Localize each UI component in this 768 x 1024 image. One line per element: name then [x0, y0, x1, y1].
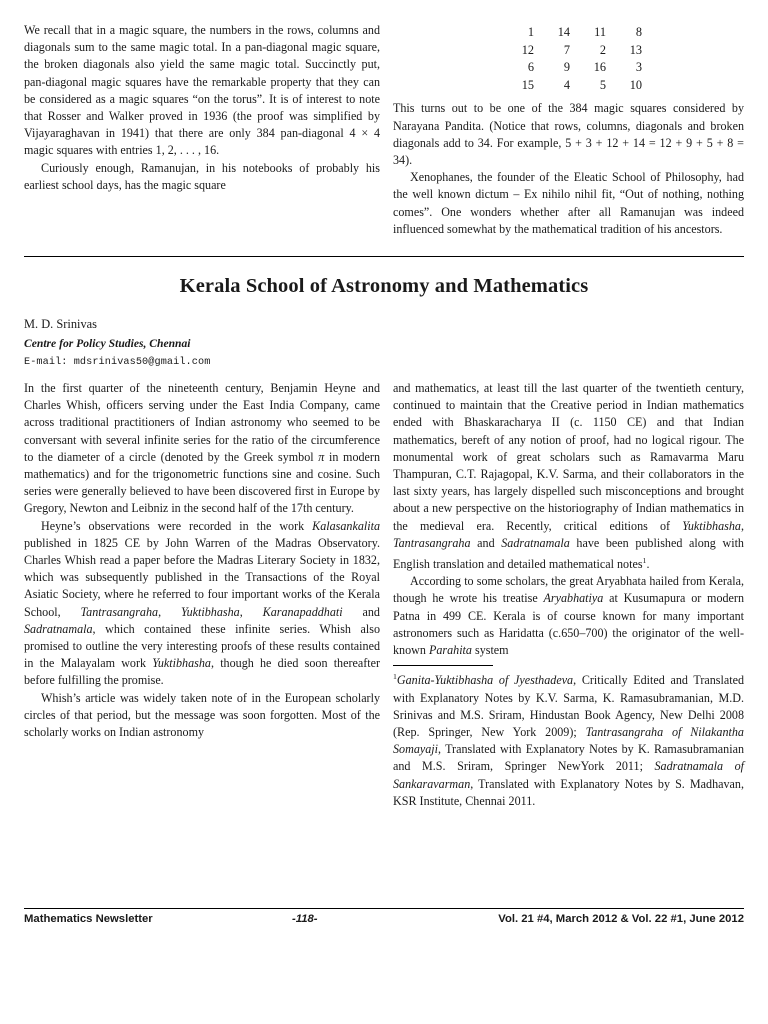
- footnote-number: 1: [393, 672, 397, 682]
- top-paragraph-xenophanes: Xenophanes, the founder of the Eleatic School of Philosophy, had the well known dictum – Ex nihilo nihil fit, “Out of nothing, nothing comes”. One wonders whether after all Ramanujan was indeed influenced somewhat by the mathematical tradition of his ancestors.: [393, 170, 744, 236]
- magic-cell: 7: [563, 42, 570, 57]
- page-footer: [24, 908, 744, 925]
- magic-cell: 14: [557, 25, 570, 39]
- top-section: [24, 22, 744, 238]
- magic-square-wrapper: [393, 22, 744, 94]
- text-run: ,: [740, 518, 744, 533]
- table-row: [504, 24, 648, 42]
- author-affiliation: Centre for Policy Studies, Chennai: [24, 337, 191, 350]
- work-title-karanapaddhati: Karanapaddhati: [262, 604, 343, 619]
- table-row: [504, 42, 648, 60]
- footnote-marker: 1: [642, 556, 647, 566]
- work-title-sadratnamala: Sadratnamala: [501, 535, 570, 550]
- text-run: ,: [239, 604, 263, 619]
- magic-cell: 11: [594, 25, 606, 39]
- text-run: In the first quarter of the nineteenth century, Benjamin Heyne and Charles Whish, officers serving under the East India Company, came across traditional practitioners of Indian astronomy who seemed to be conversant with several infinite series for the ratio of the circumference to the diameter of a circle (denoted by the Greek symbol: [24, 381, 380, 464]
- magic-cell: 12: [521, 42, 534, 57]
- text-run: and mathematics, at least till the last quarter of the twentieth century, continued to maintain that the Creative period in Indian mathematics ended with Bhaskaracharya II (c. 1150 CE) and that Indian mathematics, bereft of any notion of proof, had no logical rigour. The monumental work of great scholars such as Ramavarma Maru Thampuran, C.T. Rajagopal, K.V. Sarma, and their collaborators in the last sixty years, has largely dispelled such misconceptions and brought about a new perspective on the historiography of Indian mathematics in the medieval era. Recently, critical editions of: [393, 381, 744, 533]
- text-run: system: [471, 643, 509, 658]
- work-title-yuktibhasha-2: Yuktibhasha: [152, 656, 211, 671]
- magic-cell: 10: [629, 77, 642, 92]
- article-body: [24, 370, 744, 810]
- table-row: [504, 59, 648, 77]
- magic-cell: 16: [593, 60, 606, 75]
- work-title-tantrasangraha: Tantrasangraha: [393, 535, 471, 550]
- work-title-parahita: Parahita: [428, 643, 472, 658]
- magic-cell: 15: [521, 77, 534, 92]
- magic-cell: 4: [563, 77, 570, 92]
- table-row: [504, 77, 648, 95]
- top-paragraph-ramanujan: Curiously enough, Ramanujan, in his notebooks of probably his earliest school days, has the magic square: [24, 160, 380, 192]
- text-run: and: [342, 604, 380, 619]
- text-run: ,: [158, 604, 181, 619]
- work-title-tantrasangraha: Tantrasangraha: [80, 604, 159, 619]
- pi-symbol: π: [318, 449, 325, 464]
- footnote-text: [393, 668, 744, 810]
- body-paragraph-historiography: [393, 380, 744, 573]
- magic-square-table: [504, 24, 648, 94]
- footer-row: [24, 913, 744, 925]
- magic-cell: 13: [629, 42, 642, 57]
- text-run: , Translated with Explanatory Notes by K. Ramasubramanian and M.S. Sriram, Springer NewYork 2011;: [393, 742, 744, 774]
- body-right-column: [393, 380, 744, 810]
- work-title-yuktibhasha: Yuktibhasha: [682, 518, 741, 533]
- top-right-column: [393, 22, 744, 238]
- footnote-work-tantrasangraha: Tantrasangraha of Nilakantha Somayaji: [393, 724, 744, 757]
- magic-cell: 1: [527, 25, 534, 39]
- magic-cell: 3: [635, 60, 642, 75]
- body-paragraph-heyne-whish: [24, 380, 380, 518]
- footer-volume-info: Vol. 21 #4, March 2012 & Vol. 22 #1, June 2012: [498, 913, 744, 925]
- work-title-aryabhatiya: Aryabhatiya: [543, 591, 604, 606]
- magic-cell: 8: [635, 25, 642, 39]
- text-run: in modern mathematics) and for the trigonometric functions sine and cosine. Such series were generally believed to have been discovered first in Europe by Gregory, Newton and Leibniz in the second half of the 17th century.: [24, 449, 380, 516]
- top-paragraph-narayana-pandita: This turns out to be one of the 384 magic squares considered by Narayana Pandita. (Notice that rows, columns, diagonals and broken diagonals add to 34. For example, 5 + 3 + 12 + 14 = 12 + 9 + 5 + 8 = 34).: [393, 101, 744, 167]
- magic-cell: 9: [563, 60, 570, 75]
- magic-cell: 2: [599, 42, 606, 57]
- text-run: have been published along with English translation and detailed mathematical notes: [393, 535, 744, 572]
- body-paragraph-kalasankalita: [24, 518, 380, 690]
- magic-cell: 5: [599, 77, 606, 92]
- body-paragraph-aryabhata: [393, 573, 744, 659]
- text-run: According to some scholars, the great Aryabhata hailed from Kerala, though he wrote his treatise: [393, 574, 744, 606]
- footnote-separator-rule: [393, 665, 493, 666]
- footnote-work-ganita-yuktibhasha: Ganita-Yuktibhasha of Jyesthadeva: [396, 673, 574, 688]
- author-email: E-mail: mdsrinivas50@gmail.com: [24, 357, 211, 368]
- footer-publication-name: Mathematics Newsletter: [24, 913, 153, 925]
- title-block: [24, 257, 744, 370]
- body-paragraph-whish-article: Whish’s article was widely taken note of in the European scholarly circles of that period, but the message was soon forgotten. Most of the scholarly works on Indian astronomy: [24, 690, 380, 740]
- text-run: , Translated with Explanatory Notes by S. Madhavan, KSR Institute, Chennai 2011.: [393, 776, 744, 808]
- footer-page-number: -118-: [292, 913, 318, 925]
- work-title-sadratnamala: Sadratnamala: [24, 621, 93, 636]
- text-run: , which contained these infinite series. Whish also promised to outline the very interesting proofs of these results contained in the Malayalam work: [24, 621, 380, 671]
- page-title: Kerala School of Astronomy and Mathematics: [179, 275, 589, 297]
- top-left-column: [24, 22, 380, 238]
- text-run: and: [470, 535, 502, 550]
- work-title-kalasankalita: Kalasankalita: [312, 518, 380, 533]
- footnote-work-sadratnamala: Sadratnamala of Sankaravarman: [393, 759, 744, 791]
- text-run: , Critically Edited and Translated with Explanatory Notes by K.V. Sarma, K. Ramasubramanian, M.D. Srinivas and M.S. Sriram, Hindustan Book Agency, New Delhi 2008 (Rep. Springer, New York 2009);: [393, 673, 745, 739]
- text-run: .: [646, 557, 650, 572]
- top-paragraph-magic-square-intro: We recall that in a magic square, the numbers in the rows, columns and diagonals sum to the same magic total. In a pan-diagonal magic square, the broken diagonals also yield the same magic total. Succinctly put, pan-diagonal magic squares have the remarkable property that they can be considered as a magic squares “on the torus”. It is of interest to note that Rosser and Walker proved in 1936 (the proof was simplified by Vijayaraghavan in 1941) that there are only 384 pan-diagonal 4 × 4 magic squares with entries 1, 2, . . . , 16.: [24, 23, 380, 158]
- body-left-column: [24, 380, 380, 810]
- author-name: M. D. Srinivas: [24, 317, 97, 331]
- text-run: published in 1825 CE by John Warren of the Madras Observatory. Charles Whish read a paper before the Madras Literary Society in 1832, which was subsequently published in the Transactions of the Royal Asiatic Society, where he referred to four important works of the Kerala School,: [24, 535, 380, 619]
- text-run: Heyne’s observations were recorded in the work: [41, 518, 313, 533]
- text-run: at Kusumapura or modern Patna in 499 CE. Kerala is of course known for many important astronomers such as Haridatta (c.650–700) the originator of the well-known: [393, 591, 744, 658]
- work-title-yuktibhasha: Yuktibhasha: [181, 604, 240, 619]
- footer-rule: [24, 908, 744, 909]
- magic-cell: 6: [527, 60, 534, 75]
- text-run: , though he died soon thereafter before fulfilling the promise.: [24, 656, 381, 688]
